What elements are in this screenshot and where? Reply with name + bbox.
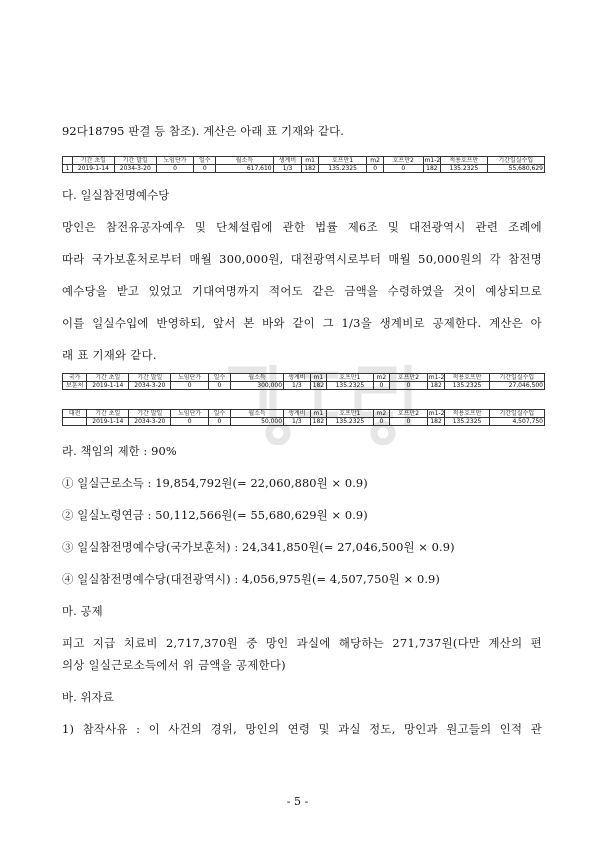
header-cell: 호프만1	[318, 157, 367, 165]
paragraph-line: 따라 국가보훈처로부터 매월 300,000원, 대전광역시로부터 매월 50,000원의 각 참전명	[62, 252, 542, 266]
table-cell: 1/3	[284, 418, 311, 426]
table-cell: 135.2325	[327, 382, 373, 390]
intro-line: 92다18795 판결 등 참조). 계산은 아래 표 기재와 같다.	[62, 124, 344, 138]
table-cell: 182	[310, 382, 327, 390]
liability-item-1: ① 일실근로소득 : 19,854,792원(= 22,060,880원 × 0.9)	[62, 476, 368, 490]
table-cell: 135.2325	[327, 418, 373, 426]
header-cell: 적용호프만	[445, 410, 489, 418]
table-cell: 617,610	[216, 165, 273, 173]
table-cell: 0	[171, 382, 209, 390]
table-cell: 182	[302, 165, 319, 173]
table-cell: 0	[208, 418, 230, 426]
header-cell: 월소득	[231, 374, 284, 382]
header-cell: 기간 초일	[87, 410, 129, 418]
header-cell: 일수	[208, 410, 230, 418]
table-cell: 0	[156, 165, 194, 173]
table-cell: 0	[373, 418, 390, 426]
table-cell: 1	[63, 165, 73, 173]
header-cell: 생계비	[273, 157, 302, 165]
header-cell: m2	[367, 157, 384, 165]
header-cell: 호프만2	[383, 157, 423, 165]
table-cell: 0	[208, 382, 230, 390]
hoffman-table-veterans-office	[62, 373, 545, 390]
section-heading-ra: 라. 책임의 제한 : 90%	[62, 444, 177, 458]
header-cell: 적용호프만	[441, 157, 487, 165]
table-cell: 0	[367, 165, 384, 173]
header-cell: 노임단가	[171, 410, 209, 418]
table-cell: 0	[390, 418, 428, 426]
liability-item-3: ③ 일실참전명예수당(국가보훈처) : 24,341,850원(= 27,046,500원 × 0.9)	[62, 540, 455, 554]
table-cell: 0	[390, 382, 428, 390]
table-cell: 1/3	[284, 382, 311, 390]
paragraph-line: 1) 참작사유 : 이 사건의 경위, 망인의 연령 및 과실 정도, 망인과 원고들의 인적 관	[62, 722, 542, 736]
header-cell: 기간 말일	[129, 374, 171, 382]
watermark-logo	[218, 355, 438, 445]
table-cell: 2034-3-20	[114, 165, 156, 173]
header-cell: 호프만2	[390, 374, 428, 382]
table-cell: 135.2325	[445, 418, 489, 426]
table-header-row	[63, 410, 545, 418]
paragraph-line: 피고 지급 치료비 2,717,370원 중 망인 과실에 해당하는 271,737원(다만 계산의 편	[62, 636, 542, 650]
header-cell: 기간 말일	[114, 157, 156, 165]
header-cell: 노임단가	[156, 157, 194, 165]
header-cell: 월소득	[216, 157, 273, 165]
table-cell: 보훈처	[63, 382, 87, 390]
header-cell: 기간 초일	[72, 157, 114, 165]
table-cell: 2019-1-14	[87, 418, 129, 426]
header-cell: m1	[310, 410, 327, 418]
table-row	[63, 382, 545, 390]
header-cell: m2	[373, 374, 390, 382]
table-cell: 0	[194, 165, 216, 173]
table-cell: 182	[423, 165, 441, 173]
table-cell: 182	[427, 418, 445, 426]
liability-item-4: ④ 일실참전명예수당(대전광역시) : 4,056,975원(= 4,507,750원 × 0.9)	[62, 572, 440, 586]
paragraph-line: 예수당을 받고 있었고 기대여명까지 적어도 같은 금액을 수령하였을 것이 예상되므로	[62, 284, 542, 298]
liability-item-2: ② 일실노령연금 : 50,112,566원(= 55,680,629원 × 0.9)	[62, 508, 368, 522]
table-cell: 27,046,500	[489, 382, 544, 390]
header-cell: 월소득	[231, 410, 284, 418]
header-cell: m1-2	[424, 157, 441, 164]
table-cell: 0	[383, 165, 423, 173]
header-cell: 국가	[63, 374, 87, 382]
header-cell: 생계비	[284, 374, 311, 382]
header-cell: 대전	[63, 410, 87, 418]
table-cell: 135.2325	[441, 165, 487, 173]
table-cell: 1/3	[273, 165, 302, 173]
paragraph-line: 래 표 기재와 같다.	[62, 348, 157, 362]
header-cell: m1	[310, 374, 327, 382]
header-cell: 기간일실수입	[487, 157, 544, 165]
header-cell: 노임단가	[171, 374, 209, 382]
table-header-row	[63, 374, 545, 382]
section-heading-ma: 마. 공제	[62, 604, 103, 618]
table-cell: 300,000	[231, 382, 284, 390]
table-cell: 135.2325	[318, 165, 367, 173]
table-cell: 182	[310, 418, 327, 426]
table-cell: 2034-3-20	[129, 418, 171, 426]
table-header-row	[63, 157, 545, 165]
header-cell: m2	[373, 410, 390, 418]
paragraph-line: 망인은 참전유공자예우 및 단체설립에 관한 법률 제6조 및 대전광역시 관련 조례에	[62, 220, 542, 234]
page-number: - 5 -	[286, 795, 309, 808]
header-cell: 호프만1	[327, 374, 373, 382]
section-heading-da: 다. 일실참전명예수당	[62, 188, 170, 202]
paragraph-line: 의상 일실근로소득에서 위 금액을 공제한다)	[62, 658, 286, 672]
header-cell: 호프만1	[327, 410, 373, 418]
table-cell: 4,507,750	[489, 418, 544, 426]
header-cell: 호프만2	[390, 410, 428, 418]
table-cell: 135.2325	[445, 382, 489, 390]
hoffman-table-pension	[62, 156, 545, 173]
header-cell: 일수	[194, 157, 216, 165]
section-heading-ba: 바. 위자료	[62, 690, 114, 704]
table-cell: 2034-3-20	[129, 382, 171, 390]
header-cell: m1-2	[428, 410, 445, 417]
hoffman-table-daejeon-city	[62, 409, 545, 426]
table-cell: 50,000	[231, 418, 284, 426]
table-cell: 182	[427, 382, 445, 390]
table-cell: 2019-1-14	[72, 165, 114, 173]
header-cell: 일수	[208, 374, 230, 382]
table-row	[63, 418, 545, 426]
table-cell: 0	[373, 382, 390, 390]
table-cell: 2019-1-14	[87, 382, 129, 390]
header-cell: 기간일실수입	[489, 410, 544, 418]
header-cell: 기간일실수입	[489, 374, 544, 382]
header-cell: 기간 초일	[87, 374, 129, 382]
header-cell: 기간 말일	[129, 410, 171, 418]
header-cell	[63, 157, 73, 165]
header-cell: 적용호프만	[445, 374, 489, 382]
table-cell	[63, 418, 87, 426]
header-cell: m1-2	[428, 374, 445, 381]
paragraph-line: 이를 일실수입에 반영하되, 앞서 본 바와 같이 그 1/3을 생계비로 공제한다. 계산은 아	[62, 316, 542, 330]
table-cell: 0	[171, 418, 209, 426]
table-row	[63, 165, 545, 173]
table-cell: 55,680,629	[487, 165, 544, 173]
header-cell: 생계비	[284, 410, 311, 418]
header-cell: m1	[302, 157, 319, 165]
